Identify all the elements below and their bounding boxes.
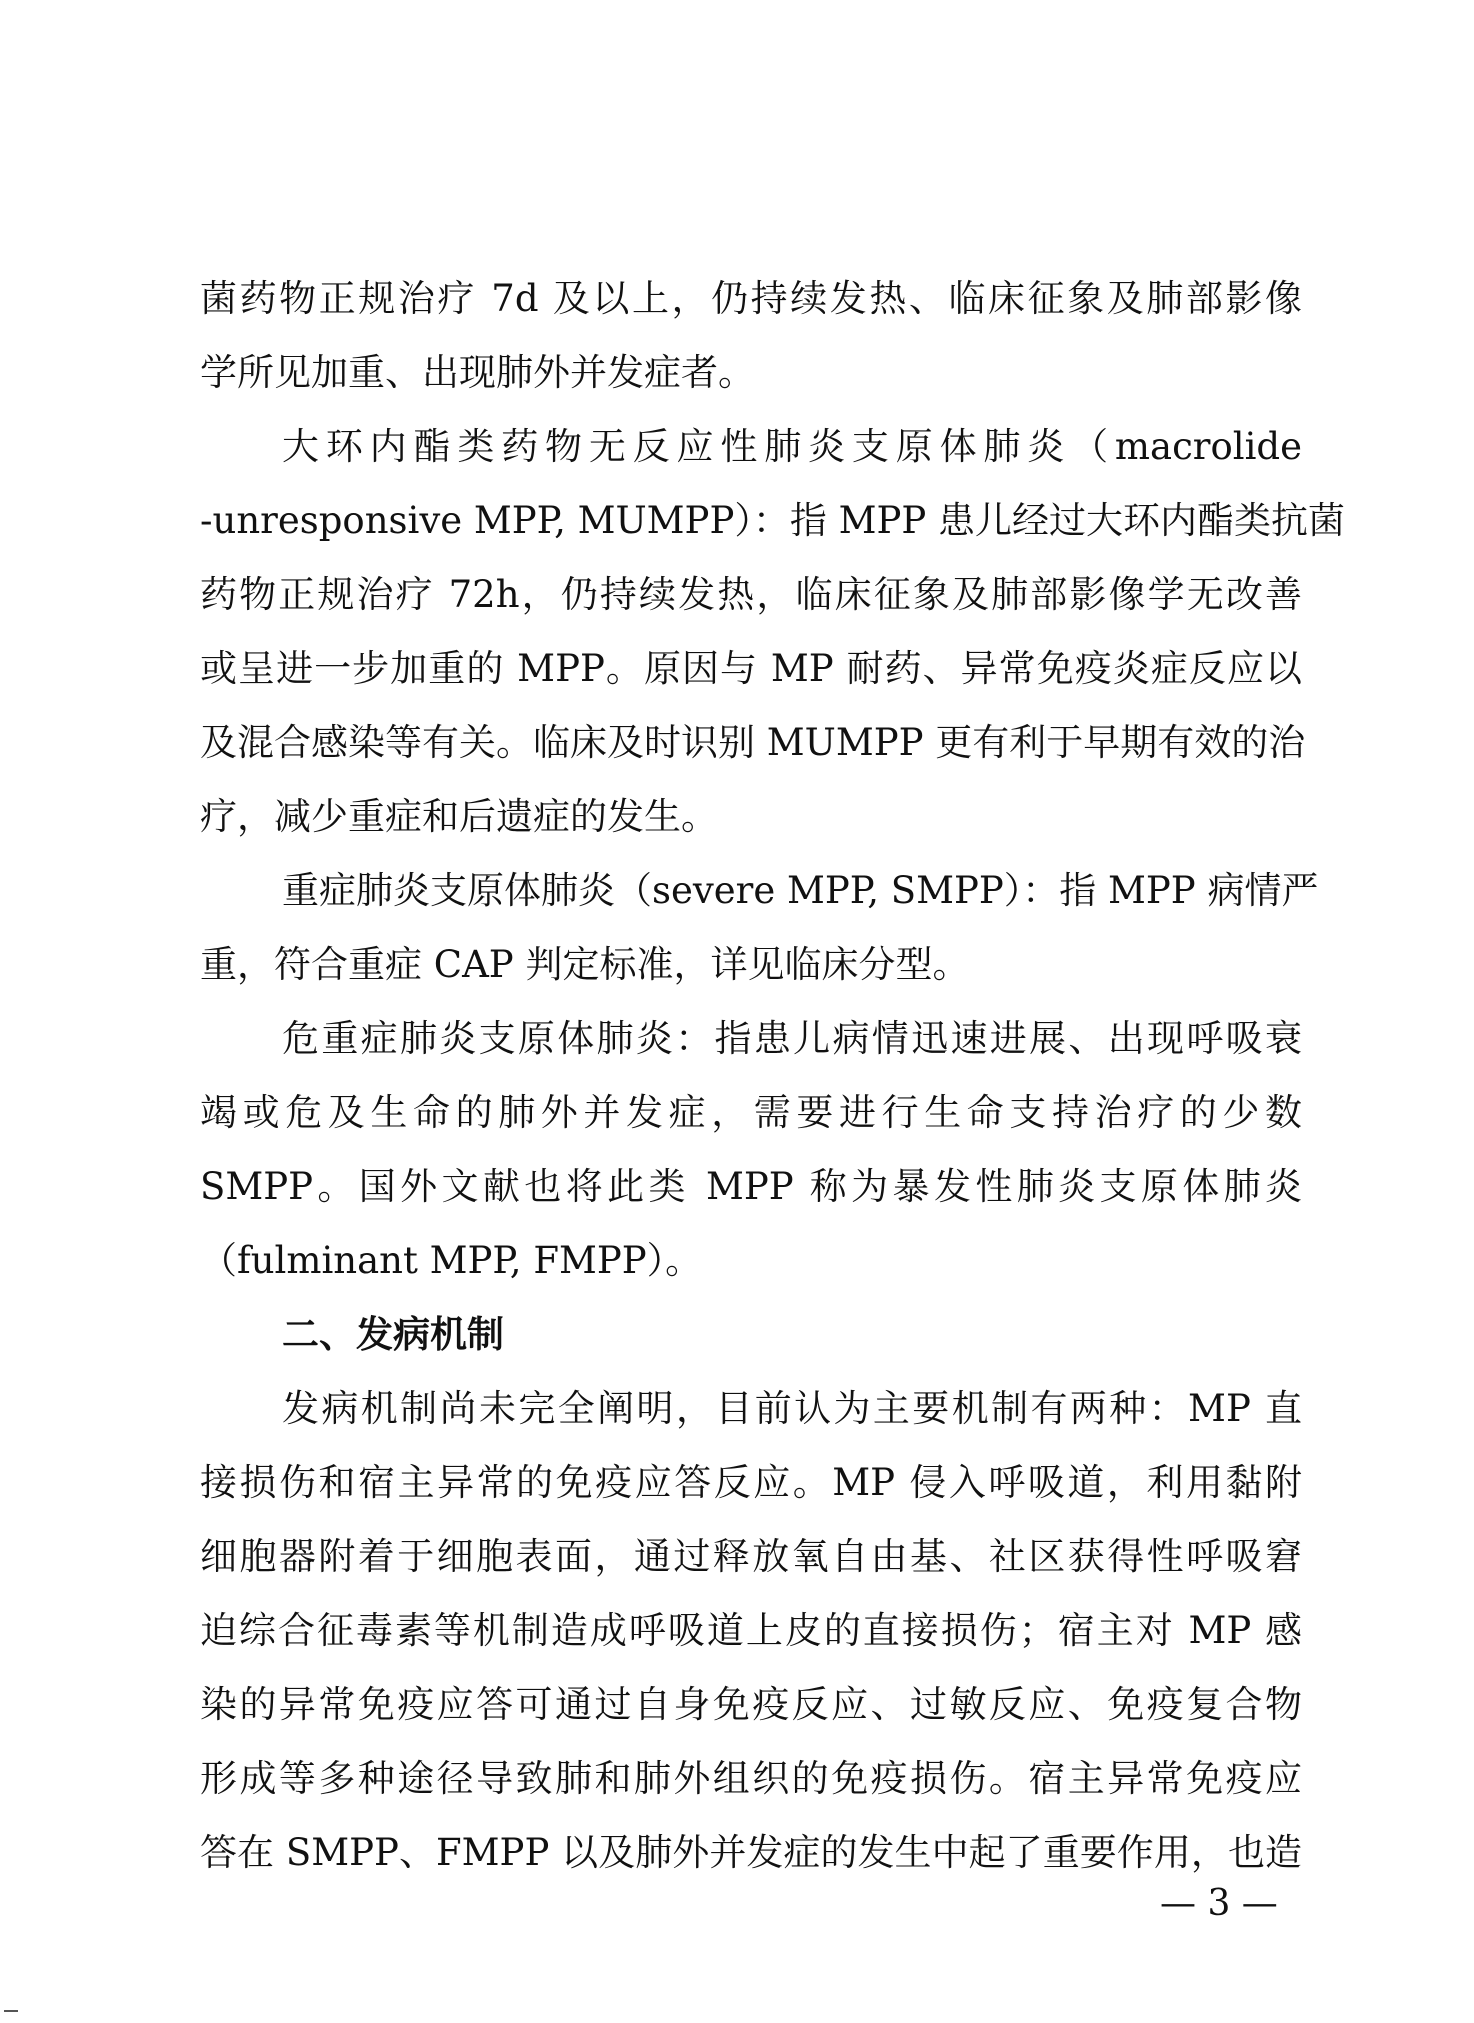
text-line: （fulminant MPP, FMPP）。 (200, 1239, 703, 1282)
text-line: 重，符合重症 CAP 判定标准，详见临床分型。 (200, 943, 970, 986)
text-line: 染的异常免疫应答可通过自身免疫反应、过敏反应、免疫复合物 (200, 1683, 1302, 1726)
text-line: 疗，减少重症和后遗症的发生。 (200, 795, 718, 838)
paragraph-smpp-definition (200, 854, 1319, 1002)
text-line: 药物正规治疗 72h，仍持续发热，临床征象及肺部影像学无改善 (200, 573, 1302, 616)
page-number: — 3 — (1160, 1883, 1278, 1924)
text-line: -unresponsive MPP, MUMPP）：指 MPP 患儿经过大环内酯类抗菌 (200, 499, 1346, 542)
scan-mark (4, 2010, 18, 2012)
paragraph-mumpp-definition (200, 410, 1346, 854)
paragraph-critical-definition (200, 1002, 1302, 1298)
text-line: 形成等多种途径导致肺和肺外组织的免疫损伤。宿主异常免疫应 (200, 1757, 1302, 1800)
text-line: 菌药物正规治疗 7d 及以上，仍持续发热、临床征象及肺部影像 (200, 277, 1302, 320)
paragraph-pathogenesis (200, 1372, 1302, 1890)
text-line: 竭或危及生命的肺外并发症，需要进行生命支持治疗的少数 (200, 1091, 1302, 1134)
body-text (200, 262, 1346, 1890)
text-line: 发病机制尚未完全阐明，目前认为主要机制有两种：MP 直 (282, 1387, 1302, 1430)
text-line: 接损伤和宿主异常的免疫应答反应。MP 侵入呼吸道，利用黏附 (200, 1461, 1302, 1504)
section-heading: 二、发病机制 (282, 1313, 504, 1356)
text-line: 答在 SMPP、FMPP 以及肺外并发症的发生中起了重要作用，也造 (200, 1831, 1302, 1874)
text-line: 重症肺炎支原体肺炎（severe MPP, SMPP）：指 MPP 病情严 (282, 869, 1319, 912)
text-line: 及混合感染等有关。临床及时识别 MUMPP 更有利于早期有效的治 (200, 721, 1306, 764)
text-line: 迫综合征毒素等机制造成呼吸道上皮的直接损伤；宿主对 MP 感 (200, 1609, 1302, 1652)
text-line: 危重症肺炎支原体肺炎：指患儿病情迅速进展、出现呼吸衰 (282, 1017, 1302, 1060)
text-line: 学所见加重、出现肺外并发症者。 (200, 351, 755, 394)
text-line: 细胞器附着于细胞表面，通过释放氧自由基、社区获得性呼吸窘 (200, 1535, 1302, 1578)
paragraph-continuation (200, 262, 1302, 410)
text-line: SMPP。国外文献也将此类 MPP 称为暴发性肺炎支原体肺炎 (200, 1165, 1302, 1208)
text-line: 或呈进一步加重的 MPP。原因与 MP 耐药、异常免疫炎症反应以 (200, 647, 1302, 690)
text-line: 大环内酯类药物无反应性肺炎支原体肺炎（macrolide (282, 425, 1302, 468)
